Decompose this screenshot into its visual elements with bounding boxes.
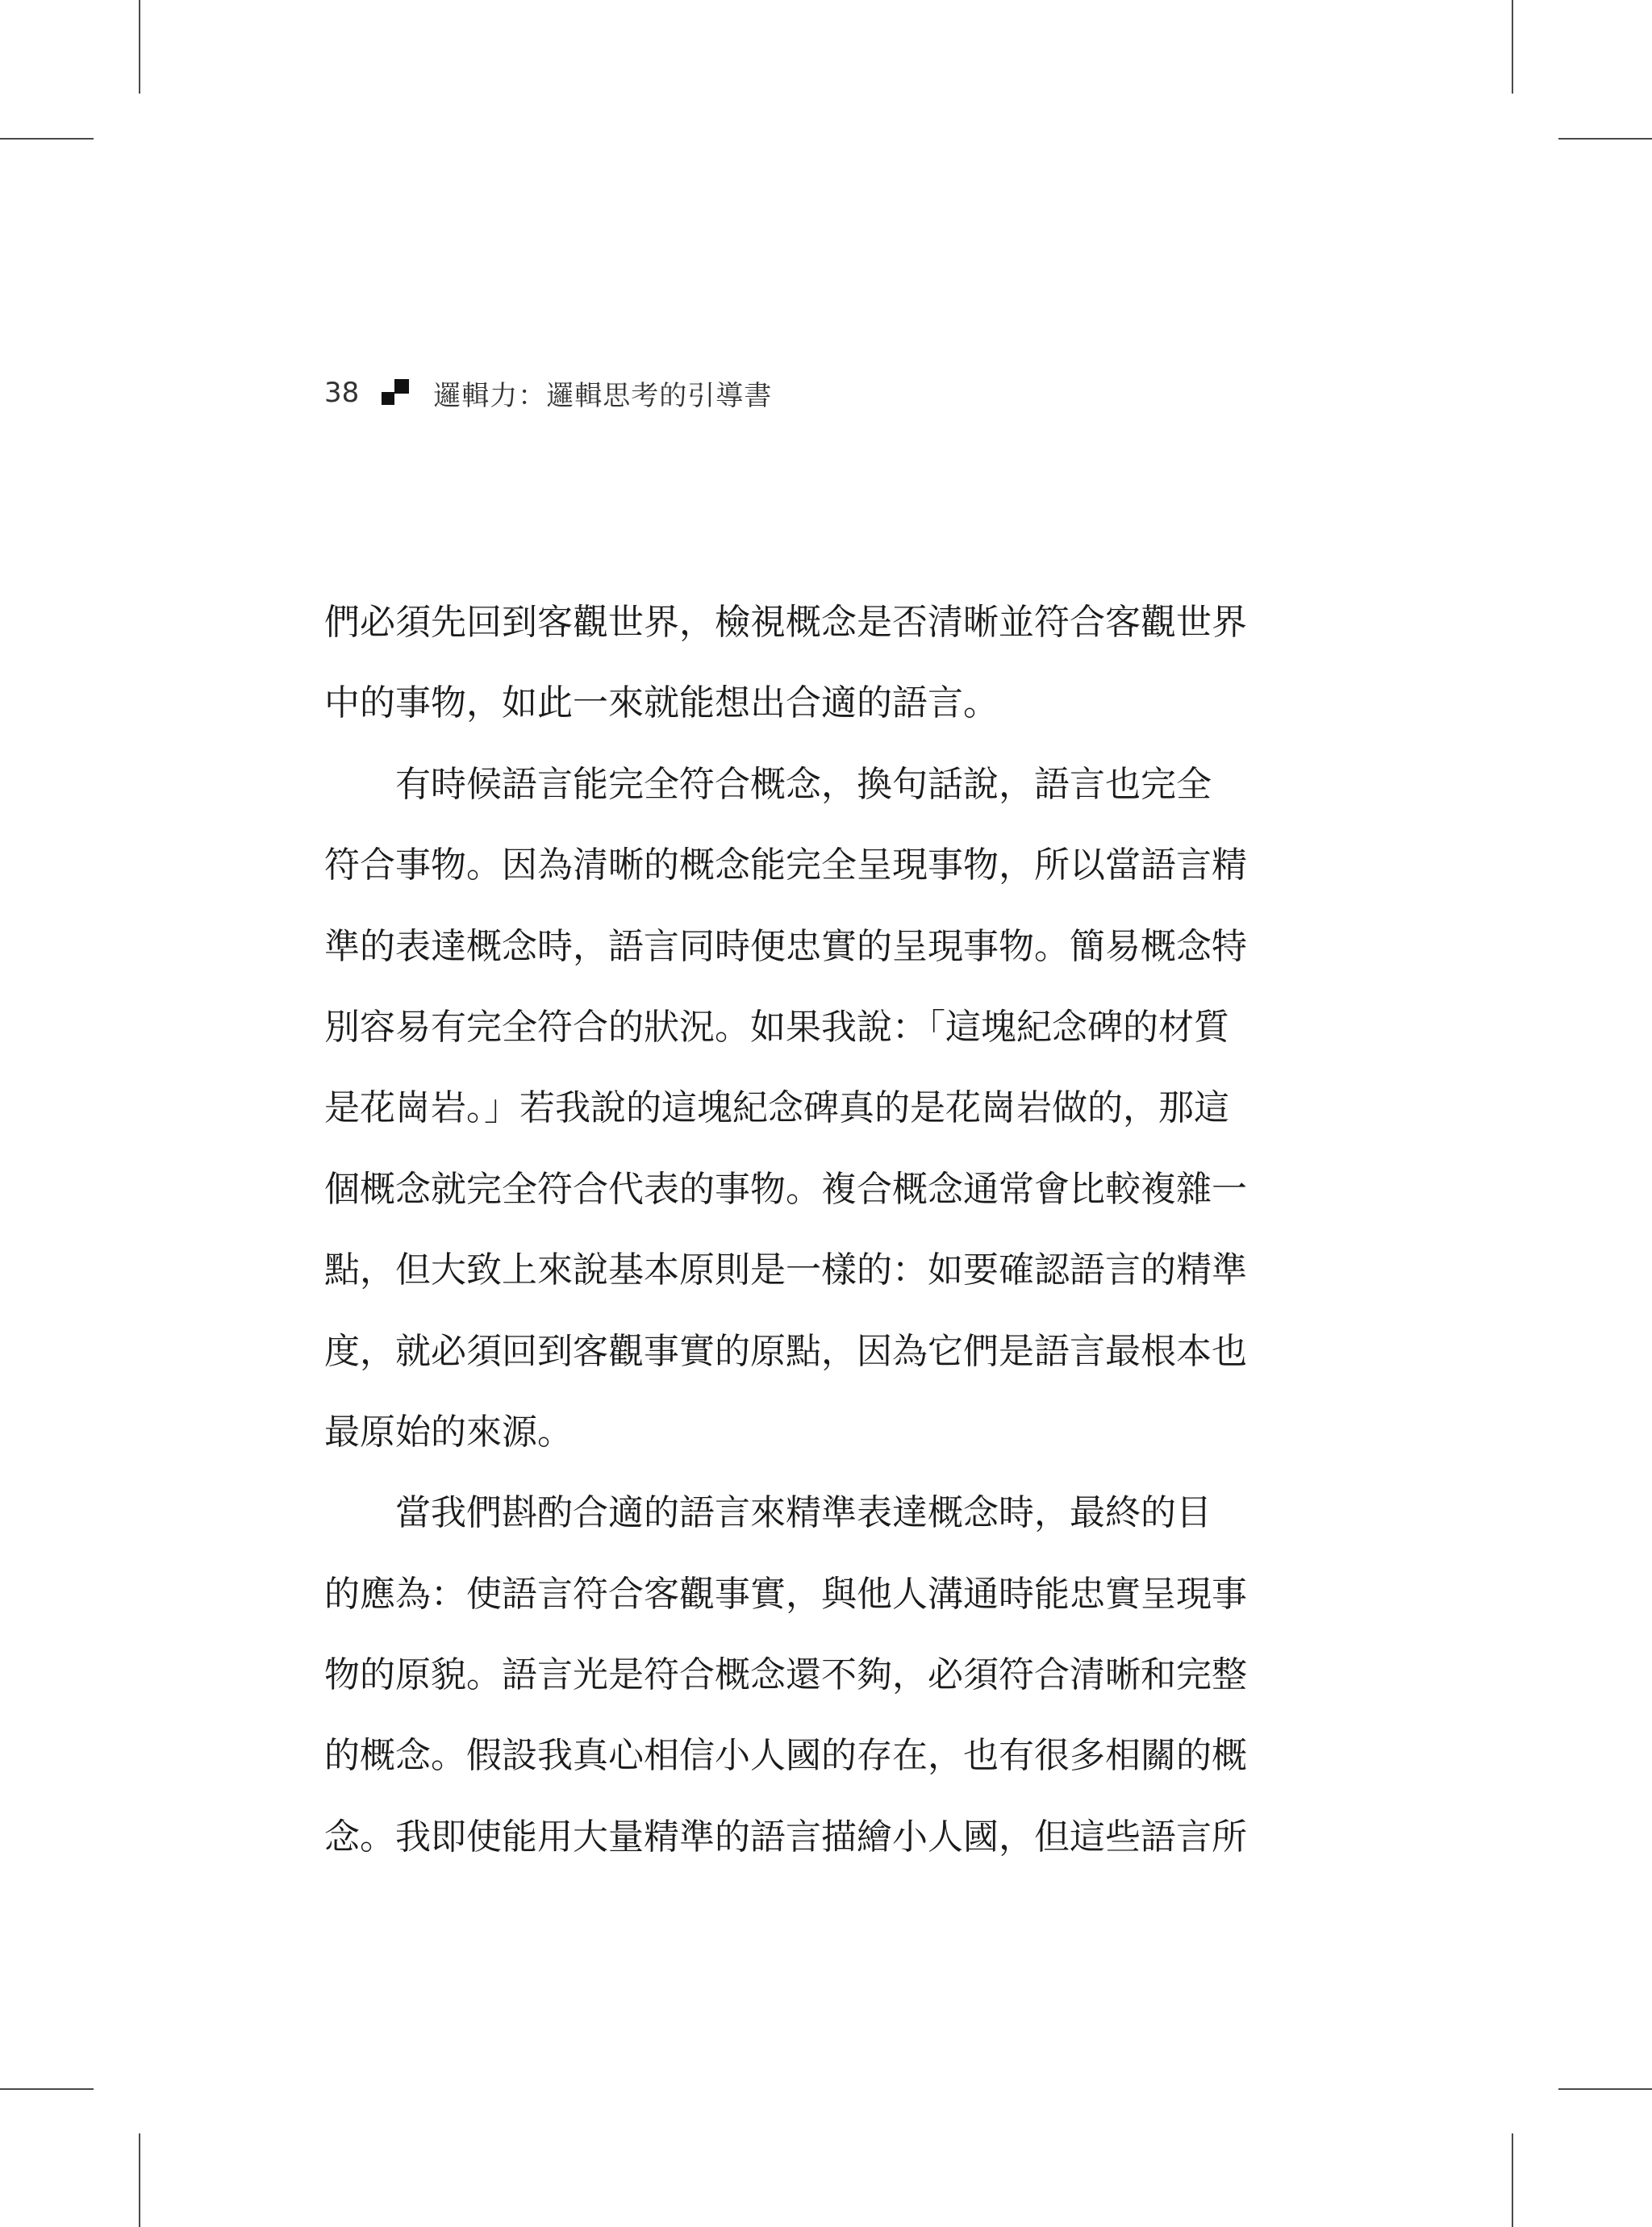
text-line: 最原始的來源。 (324, 1411, 573, 1453)
page-number: 38 (324, 377, 360, 409)
text-line: 們必須先回到客觀世界，檢視概念是否清晰並符合客觀世界 (324, 602, 1247, 643)
text-line: 中的事物，如此一來就能想出合適的語言。 (324, 682, 999, 724)
crop-mark-top-right-horizontal (1558, 138, 1652, 140)
crop-mark-top-right-vertical (1512, 0, 1513, 94)
crop-mark-bottom-right-horizontal (1558, 2088, 1652, 2090)
book-title: 邏輯力：邏輯思考的引導書 (433, 379, 773, 412)
body-text (324, 595, 1283, 1891)
crop-mark-top-left-vertical (139, 0, 140, 94)
header-ornament-icon (382, 379, 409, 407)
crop-mark-top-left-horizontal (0, 138, 94, 140)
text-line: 準的表達概念時，語言同時便忠實的呈現事物。簡易概念特 (324, 925, 1247, 967)
text-line: 的應為：使語言符合客觀事實，與他人溝通時能忠實呈現事 (324, 1573, 1247, 1615)
text-line: 念。我即使能用大量精準的語言描繪小人國，但這些語言所 (324, 1816, 1247, 1858)
text-line: 度，就必須回到客觀事實的原點，因為它們是語言最根本也 (324, 1330, 1247, 1372)
text-line: 當我們斟酌合適的語言來精準表達概念時，最終的目 (395, 1492, 1212, 1534)
text-line: 的概念。假設我真心相信小人國的存在，也有很多相關的概 (324, 1735, 1247, 1777)
running-header (324, 373, 772, 413)
text-line: 別容易有完全符合的狀況。如果我說：「這塊紀念碑的材質 (324, 1006, 1229, 1048)
text-line: 有時候語言能完全符合概念，換句話說，語言也完全 (395, 763, 1212, 805)
crop-mark-bottom-left-vertical (139, 2133, 140, 2227)
crop-mark-bottom-left-horizontal (0, 2088, 94, 2090)
text-line: 點，但大致上來說基本原則是一樣的：如要確認語言的精準 (324, 1249, 1247, 1291)
text-line: 個概念就完全符合代表的事物。複合概念通常會比較複雜一 (324, 1168, 1247, 1210)
text-line: 符合事物。因為清晰的概念能完全呈現事物，所以當語言精 (324, 845, 1247, 886)
text-line: 物的原貌。語言光是符合概念還不夠，必須符合清晰和完整 (324, 1654, 1247, 1696)
crop-mark-bottom-right-vertical (1512, 2133, 1513, 2227)
text-line: 是花崗岩。」若我說的這塊紀念碑真的是花崗岩做的，那這 (324, 1087, 1229, 1129)
